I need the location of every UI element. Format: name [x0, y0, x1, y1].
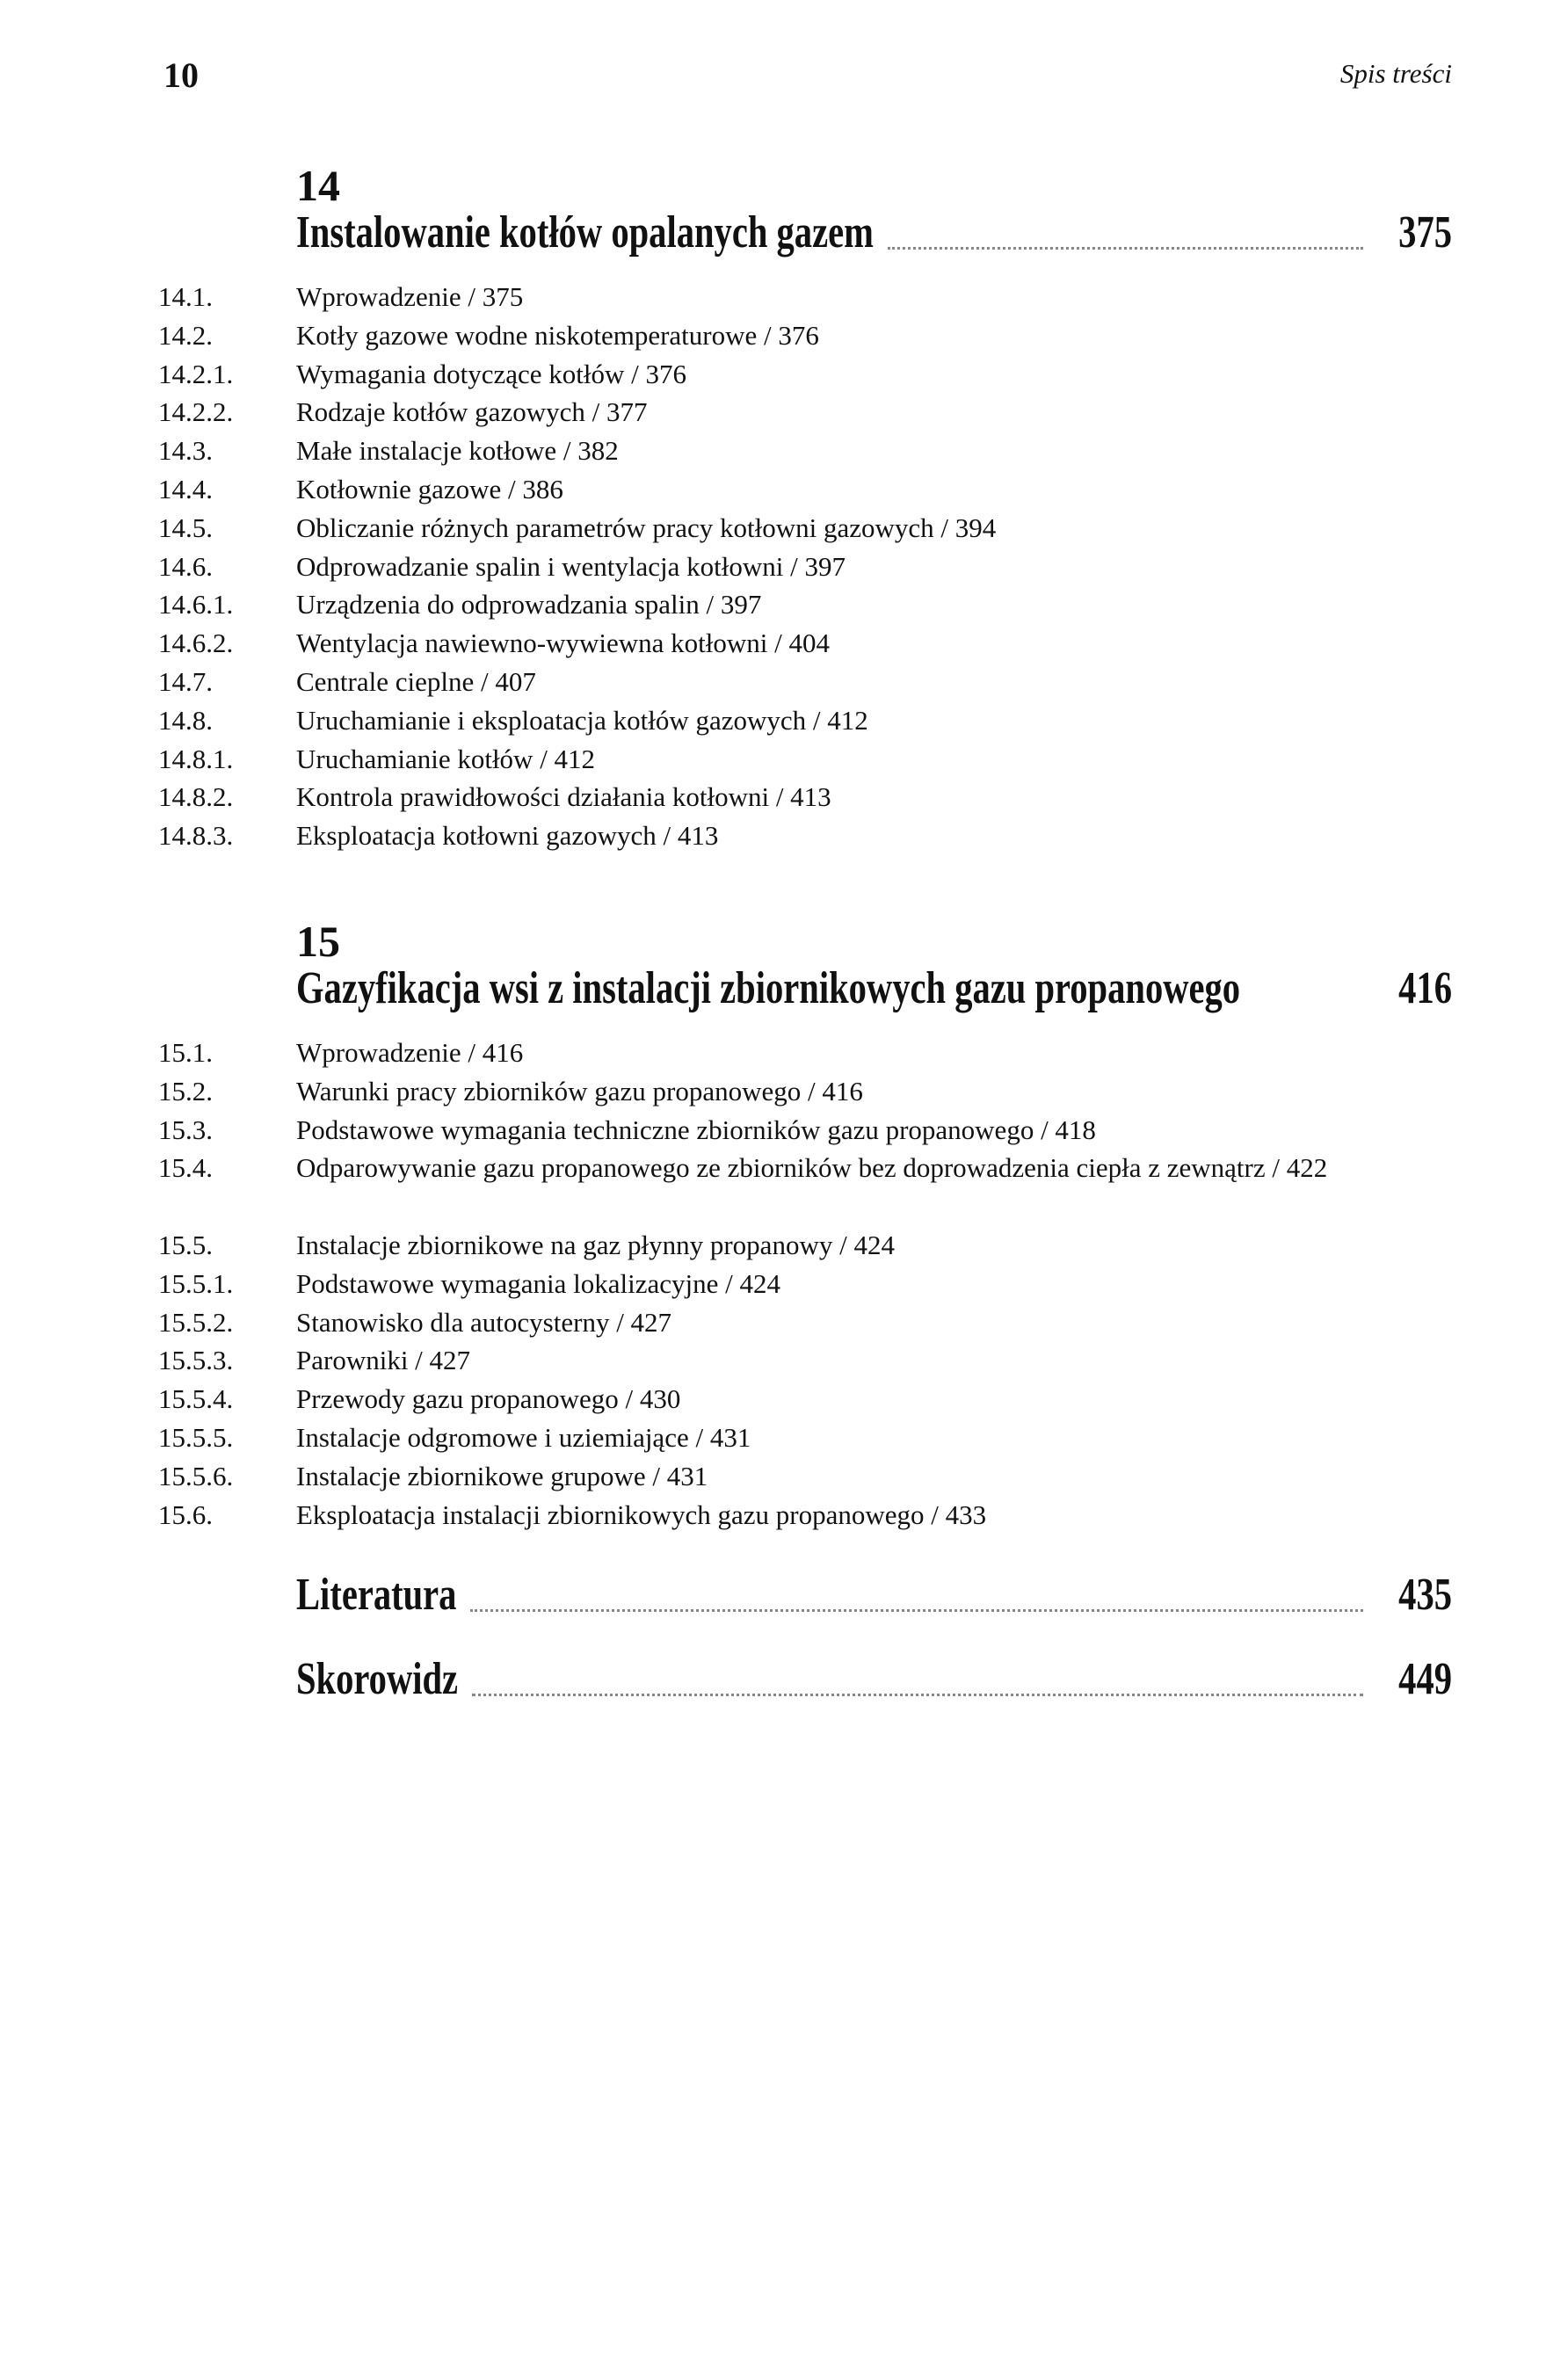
leader-dots: [472, 1694, 1363, 1696]
toc-entry: [158, 316, 1359, 355]
entry-text: Podstawowe wymagania lokalizacyjne / 424: [296, 1267, 780, 1299]
entry-number: 15.5.1.: [158, 1267, 234, 1299]
chapter-title: Instalowanie kotłów opalanych gazem: [296, 207, 874, 258]
entry-number: 15.2.: [158, 1075, 213, 1107]
page-number: 10: [163, 55, 199, 95]
entry-number: 15.5.: [158, 1230, 213, 1260]
toc-entry: [158, 701, 1359, 740]
chapter-heading: [296, 206, 1452, 258]
toc-entry: [158, 1072, 1359, 1111]
toc-entry: [158, 663, 1359, 701]
toc-entry: [158, 355, 1359, 394]
entry-text: Wentylacja nawiewno-wywiewna kotłowni / 404: [296, 628, 831, 659]
toc-entry: [158, 1149, 1359, 1226]
chapter-page: 375: [1398, 207, 1452, 258]
chapter-heading: [296, 961, 1452, 1014]
toc-entry: [158, 1341, 1359, 1380]
entry-number: 14.6.2.: [158, 628, 234, 659]
entry-text: Stanowisko dla autocysterny / 427: [296, 1306, 672, 1338]
entry-number: 15.5.5.: [158, 1422, 234, 1453]
entry-number: 14.2.2.: [158, 396, 234, 428]
running-head: Spis treści: [1339, 58, 1452, 89]
toc-entry: [158, 1419, 1359, 1457]
toc-entry: [158, 1496, 1359, 1535]
entry-text: Parowniki / 427: [296, 1345, 471, 1376]
back-matter-title: Literatura: [296, 1570, 457, 1620]
back-matter-heading: [296, 1652, 1452, 1705]
entry-text: Urządzenia do odprowadzania spalin / 397: [296, 589, 762, 620]
entry-text: Kotły gazowe wodne niskotemperaturowe / 376: [296, 319, 819, 351]
toc-entry: [158, 585, 1359, 624]
toc-entry: [158, 1226, 1359, 1265]
entry-number: 14.1.: [158, 281, 213, 312]
chapter-title: Gazyfikacja wsi z instalacji zbiornikowych gazu propanowego: [296, 963, 1241, 1013]
toc-entry: [158, 278, 1359, 316]
toc-entry: [158, 393, 1359, 432]
toc-entry: [158, 1303, 1359, 1342]
toc-entry: [158, 816, 1359, 855]
toc-entry: [158, 740, 1359, 779]
toc-entry: [158, 1457, 1359, 1496]
entry-number: 15.5.3.: [158, 1345, 234, 1376]
entry-number: 15.3.: [158, 1114, 213, 1145]
entry-number: 14.5.: [158, 512, 213, 543]
entry-number: 15.5.2.: [158, 1306, 234, 1338]
toc-entry: [158, 548, 1359, 586]
entry-text: Instalacje odgromowe i uziemiające / 431: [296, 1422, 751, 1453]
entry-number: 15.6.: [158, 1498, 213, 1530]
entry-number: 14.7.: [158, 666, 213, 697]
toc-entry: [158, 432, 1359, 470]
entry-text: Eksploatacja instalacji zbiornikowych gazu propanowego / 433: [296, 1498, 987, 1530]
entry-text: Obliczanie różnych parametrów pracy kotłowni gazowych / 394: [296, 512, 997, 543]
entry-text: Małe instalacje kotłowe / 382: [296, 435, 619, 467]
chapter-page: 416: [1398, 963, 1452, 1013]
toc-entry: [158, 1380, 1359, 1419]
entry-number: 14.8.: [158, 704, 213, 736]
entry-number: 15.5.6.: [158, 1460, 234, 1491]
entry-number: 15.4.: [158, 1152, 213, 1184]
entry-text: Wprowadzenie / 375: [296, 281, 524, 312]
toc-entry: [158, 1034, 1359, 1072]
entry-number: 15.5.4.: [158, 1383, 234, 1415]
back-matter-page: 449: [1398, 1654, 1452, 1704]
back-matter-title: Skorowidz: [296, 1654, 459, 1704]
toc-entry: [158, 1265, 1359, 1303]
entry-text: Warunki pracy zbiorników gazu propanowego / 416: [296, 1075, 863, 1107]
entry-number: 14.2.: [158, 319, 213, 351]
toc-entry: [158, 509, 1359, 548]
entry-number: 14.6.1.: [158, 589, 234, 620]
entry-text: Uruchamianie kotłów / 412: [296, 743, 596, 774]
entry-text: Wymagania dotyczące kotłów / 376: [296, 358, 687, 389]
leader-dots: [888, 247, 1363, 250]
entry-text: Przewody gazu propanowego / 430: [296, 1383, 681, 1415]
back-matter-heading: [296, 1568, 1452, 1621]
entry-number: 14.8.1.: [158, 743, 234, 774]
entry-number: 14.8.3.: [158, 820, 234, 852]
toc-entry: [158, 470, 1359, 509]
entry-text: Odprowadzanie spalin i wentylacja kotłowni / 397: [296, 550, 846, 582]
entry-text: Instalacje zbiornikowe grupowe / 431: [296, 1460, 708, 1491]
entry-text: Odparowywanie gazu propanowego ze zbiorników bez doprowadzenia ciepła z zewnątrz / 422: [296, 1152, 1328, 1184]
entry-text: Eksploatacja kotłowni gazowych / 413: [296, 820, 719, 852]
chapter-number: 14: [296, 161, 340, 210]
entry-text: Podstawowe wymagania techniczne zbiorników gazu propanowego / 418: [296, 1114, 1096, 1145]
entry-number: 14.8.2.: [158, 781, 234, 813]
entry-number: 15.1.: [158, 1037, 213, 1068]
entry-number: 14.2.1.: [158, 358, 234, 389]
back-matter-page: 435: [1398, 1570, 1452, 1620]
leader-dots: [470, 1609, 1363, 1612]
toc-entry: [158, 778, 1359, 816]
entry-number: 14.4.: [158, 474, 213, 504]
entry-text: Kontrola prawidłowości działania kotłowni / 413: [296, 781, 831, 813]
toc-entry: [158, 1111, 1359, 1150]
entry-number: 14.3.: [158, 435, 213, 467]
entry-text: Uruchamianie i eksploatacja kotłów gazowych / 412: [296, 704, 868, 736]
entry-text: Rodzaje kotłów gazowych / 377: [296, 396, 648, 428]
entry-number: 14.6.: [158, 550, 213, 582]
entry-text: Instalacje zbiornikowe na gaz płynny propanowy / 424: [296, 1230, 895, 1260]
entry-text: Kotłownie gazowe / 386: [296, 474, 563, 504]
chapter-number: 15: [296, 917, 340, 966]
entry-text: Wprowadzenie / 416: [296, 1037, 524, 1068]
toc-entry: [158, 624, 1359, 663]
entry-text: Centrale cieplne / 407: [296, 666, 536, 697]
